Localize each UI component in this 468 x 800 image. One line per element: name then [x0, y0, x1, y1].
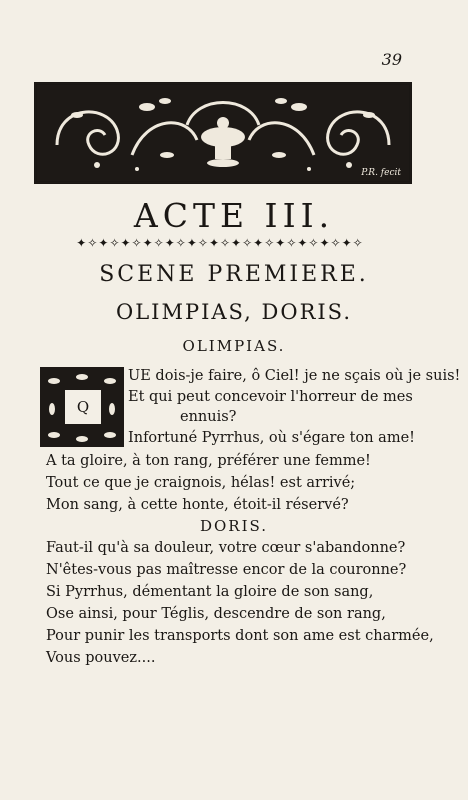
ornamental-headpiece	[34, 82, 412, 184]
drop-cap-frame	[40, 367, 124, 447]
verse-line: N'êtes-vous pas maîtresse encor de la couronne?	[46, 562, 407, 578]
verse-line: ennuis?	[180, 409, 237, 425]
cast-list: OLIMPIAS, DORIS.	[115, 300, 352, 324]
act-title: ACTE III.	[133, 196, 335, 235]
verse-line: Mon sang, à cette honte, étoit-il réservé?	[46, 497, 349, 513]
verse-line: Ose ainsi, pour Téglis, descendre de son rang,	[46, 606, 386, 622]
engraver-mark: P.R. fecit	[361, 168, 401, 178]
verse-line: Tout ce que je craignois, hélas! est arrivé;	[46, 475, 356, 491]
verse-line: Si Pyrrhus, démentant la gloire de son sang,	[46, 584, 374, 600]
speaker-name: OLIMPIAS.	[182, 337, 286, 355]
verse-line: UE dois-je faire, ô Ciel! je ne sçais où je suis!	[128, 368, 461, 384]
ornament-rule: ✦✧✦✧✦✧✦✧✦✧✦✧✦✧✦✧✦✧✦✧✦✧✦✧✦✧	[76, 236, 364, 250]
verse-line: Vous pouvez....	[46, 650, 156, 666]
verse-line: Et qui peut concevoir l'horreur de mes	[128, 389, 413, 405]
scene-title: SCENE PREMIERE.	[99, 262, 369, 287]
verse-line: A ta gloire, à ton rang, préférer une femme!	[46, 453, 371, 469]
verse-line: Infortuné Pyrrhus, où s'égare ton ame!	[128, 430, 415, 446]
verse-line: Faut-il qu'à sa douleur, votre cœur s'abandonne?	[46, 540, 406, 556]
verse-line: Pour punir les transports dont son ame est charmée,	[46, 628, 434, 644]
speaker-name: DORIS.	[199, 517, 269, 535]
page-number: 39	[381, 50, 402, 69]
drop-cap-letter: Q	[64, 389, 102, 425]
